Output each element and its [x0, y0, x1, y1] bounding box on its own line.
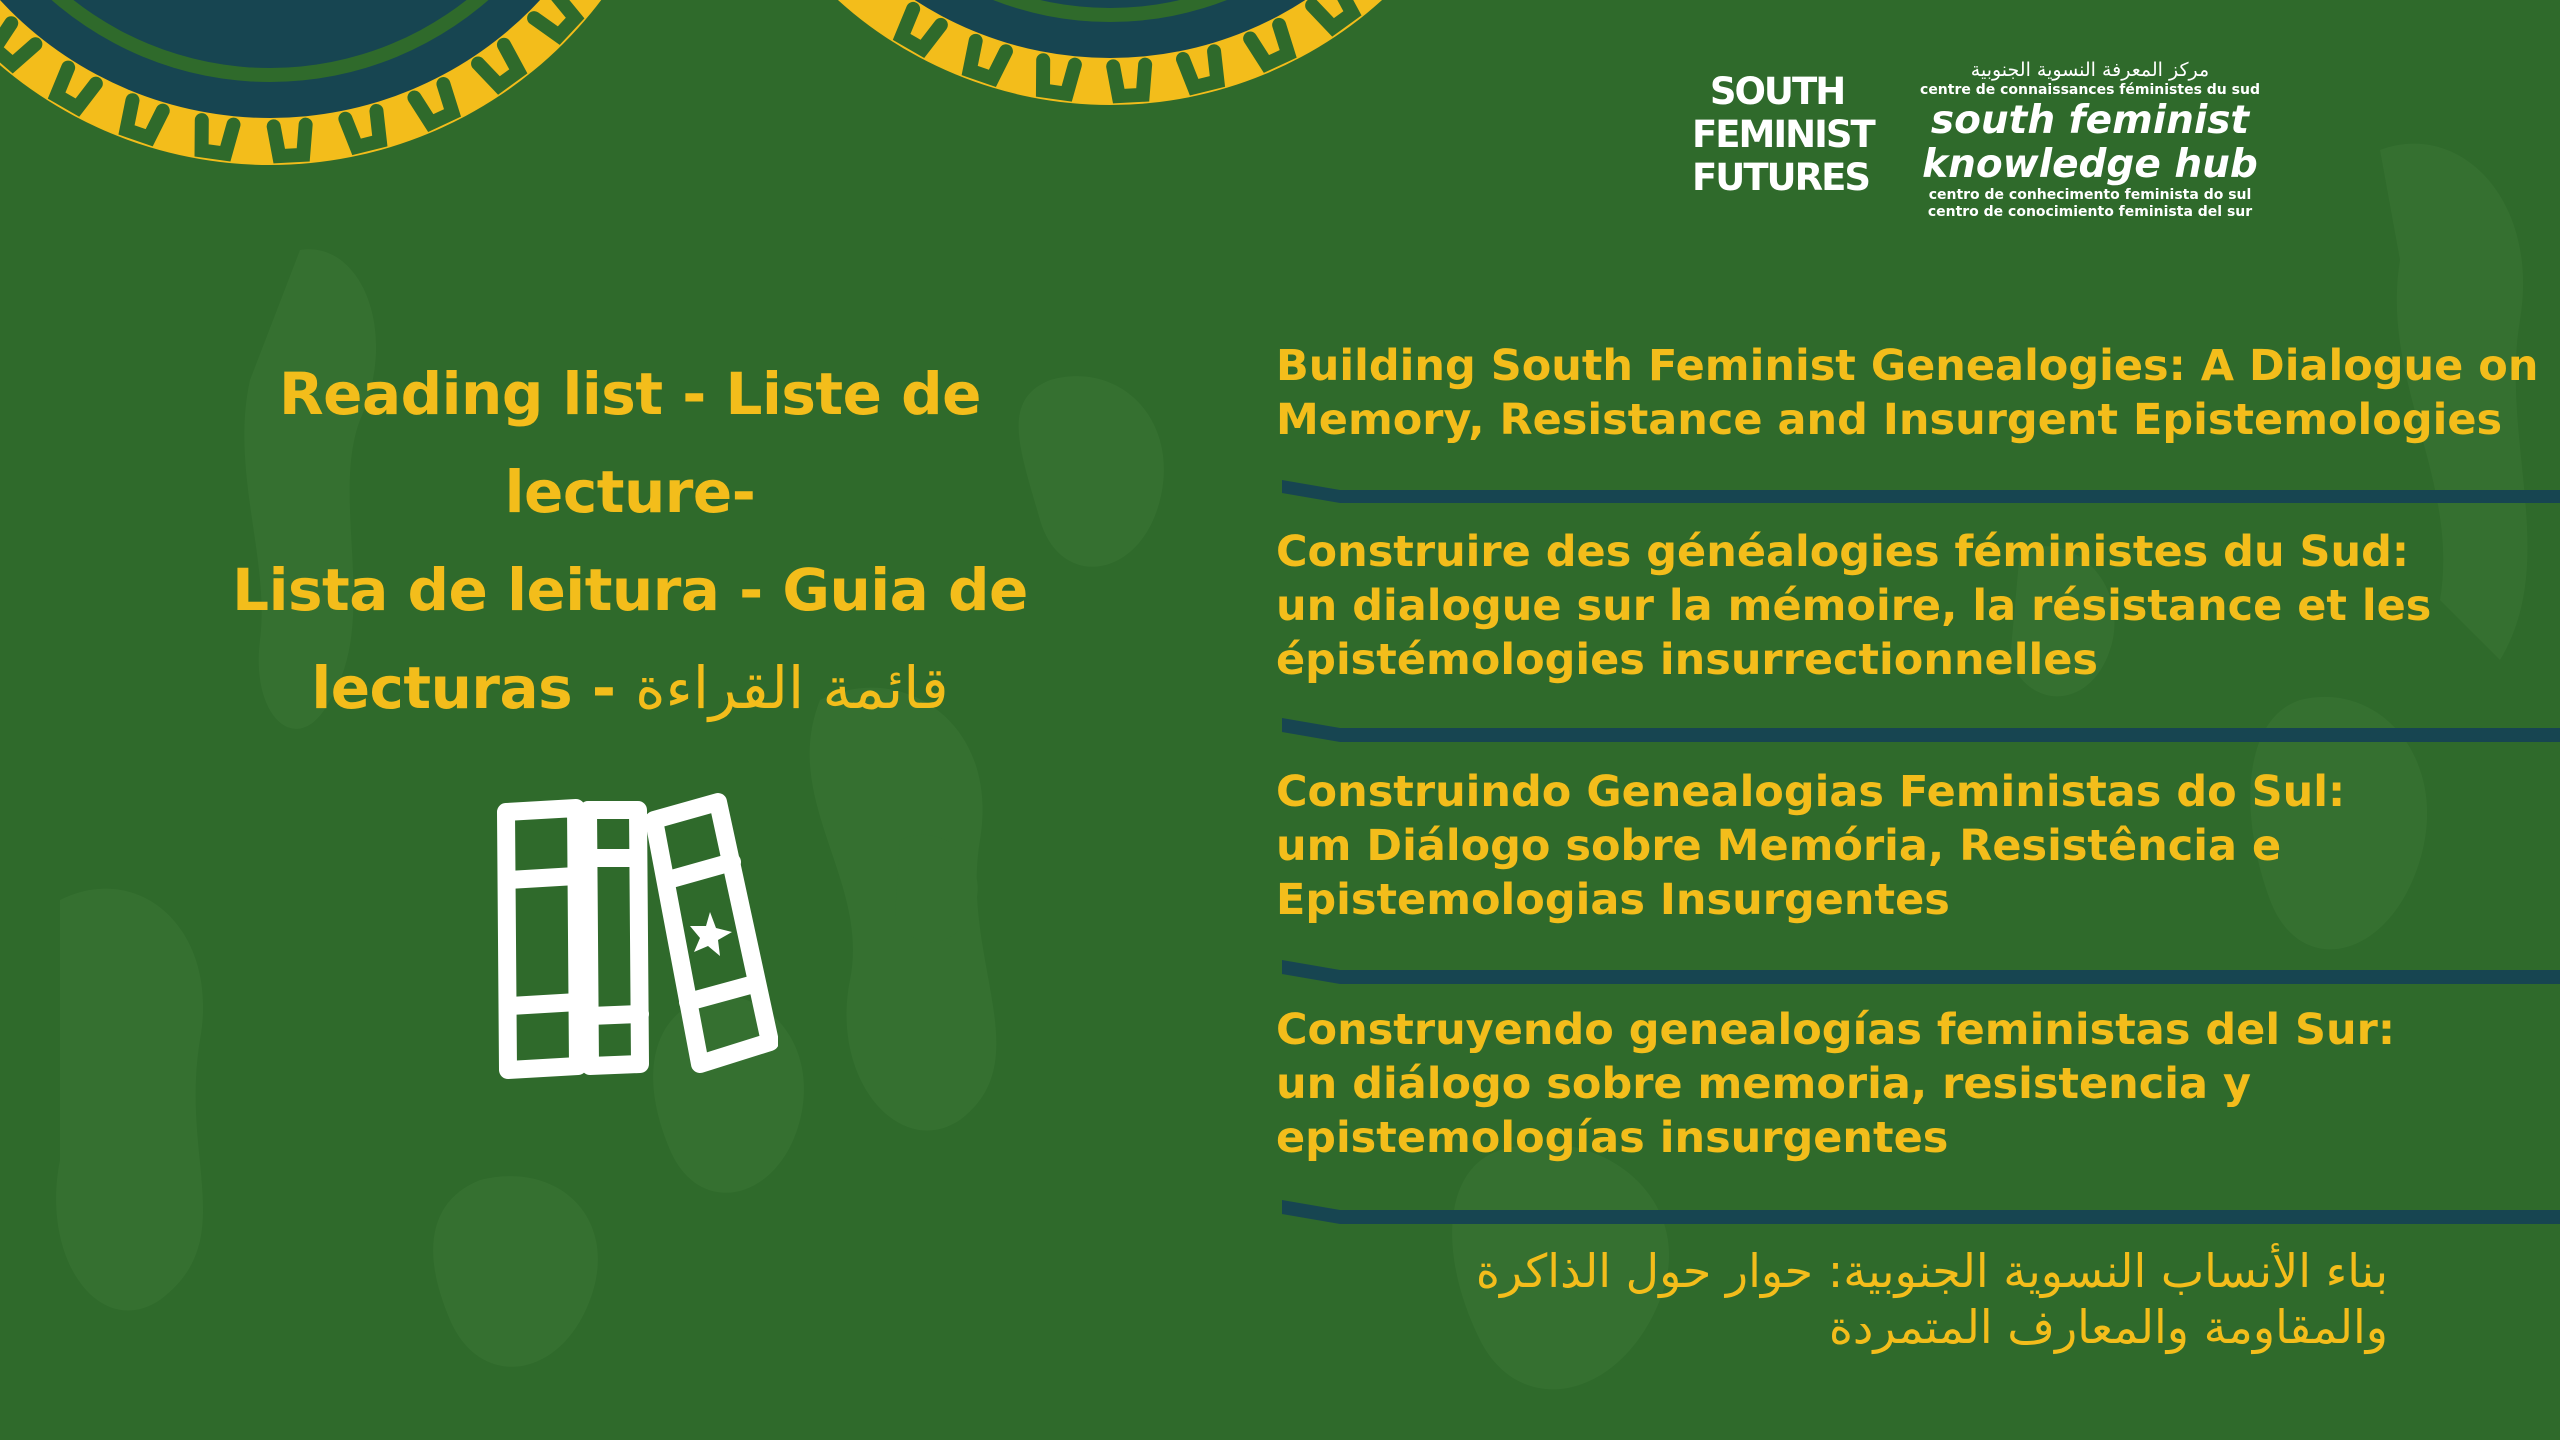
- entry-line: Memory, Resistance and Insurgent Epistemologies: [1276, 395, 2503, 445]
- reading-list-latin: lecturas -: [311, 654, 636, 722]
- sff-logo-line: FEMINIST: [1692, 113, 1874, 156]
- entry-portuguese: [1276, 765, 2526, 927]
- hub-french-name: centre de connaissances féministes du sud: [1920, 82, 2260, 98]
- entry-line: بناء الأنساب النسوية الجنوبية: حوار حول الذاكرة: [1475, 1244, 2388, 1298]
- sun-scallop-decoration-2: [705, 0, 1515, 105]
- hub-portuguese-name: centro de conhecimento feminista do sul: [1928, 187, 2252, 203]
- sff-logo-line: FUTURES: [1692, 156, 1870, 199]
- hub-name-line1: south feminist: [1930, 98, 2250, 143]
- reading-list-arabic: قائمة القراءة: [635, 654, 949, 722]
- reading-list-title: [150, 345, 1110, 737]
- hub-arabic-name: مركز المعرفة النسوية الجنوبية: [1970, 59, 2210, 81]
- entry-line: epistemologías insurgentes: [1276, 1113, 1949, 1163]
- reading-list-line: Reading list - Liste de lecture-: [279, 360, 981, 526]
- entry-french: [1276, 525, 2526, 687]
- knowledge-hub-logo: [1905, 58, 2275, 221]
- entry-line: um Diálogo sobre Memória, Resistência e: [1276, 821, 2282, 871]
- entry-line: Construire des généalogies féministes du Sud:: [1276, 527, 2410, 577]
- entry-line: والمقاومة والمعارف المتمردة: [1828, 1300, 2388, 1354]
- hub-spanish-name: centro de conocimiento feminista del sur: [1927, 204, 2253, 220]
- entry-spanish: [1276, 1003, 2526, 1165]
- entry-line: un diálogo sobre memoria, resistencia y: [1276, 1059, 2252, 1109]
- entry-line: épistémologies insurrectionnelles: [1276, 635, 2098, 685]
- books-icon: [478, 788, 778, 1088]
- south-feminist-futures-logo: [1692, 70, 1874, 199]
- entry-line: Building South Feminist Genealogies: A Dialogue on: [1276, 341, 2539, 391]
- entry-line: Epistemologias Insurgentes: [1276, 875, 1950, 925]
- hub-name-line2: knowledge hub: [1922, 142, 2258, 187]
- sff-logo-line: SOUTH: [1709, 70, 1845, 113]
- reading-list-line: [150, 639, 1110, 737]
- entry-line: Construyendo genealogías feministas del Sur:: [1276, 1005, 2396, 1055]
- entry-arabic: [1300, 1243, 2388, 1355]
- entry-english: [1276, 339, 2539, 447]
- entry-line: un dialogue sur la mémoire, la résistance et les: [1276, 581, 2432, 631]
- reading-list-line: Lista de leitura - Guia de: [232, 556, 1028, 624]
- entry-line: Construindo Genealogias Feministas do Sul:: [1276, 767, 2346, 817]
